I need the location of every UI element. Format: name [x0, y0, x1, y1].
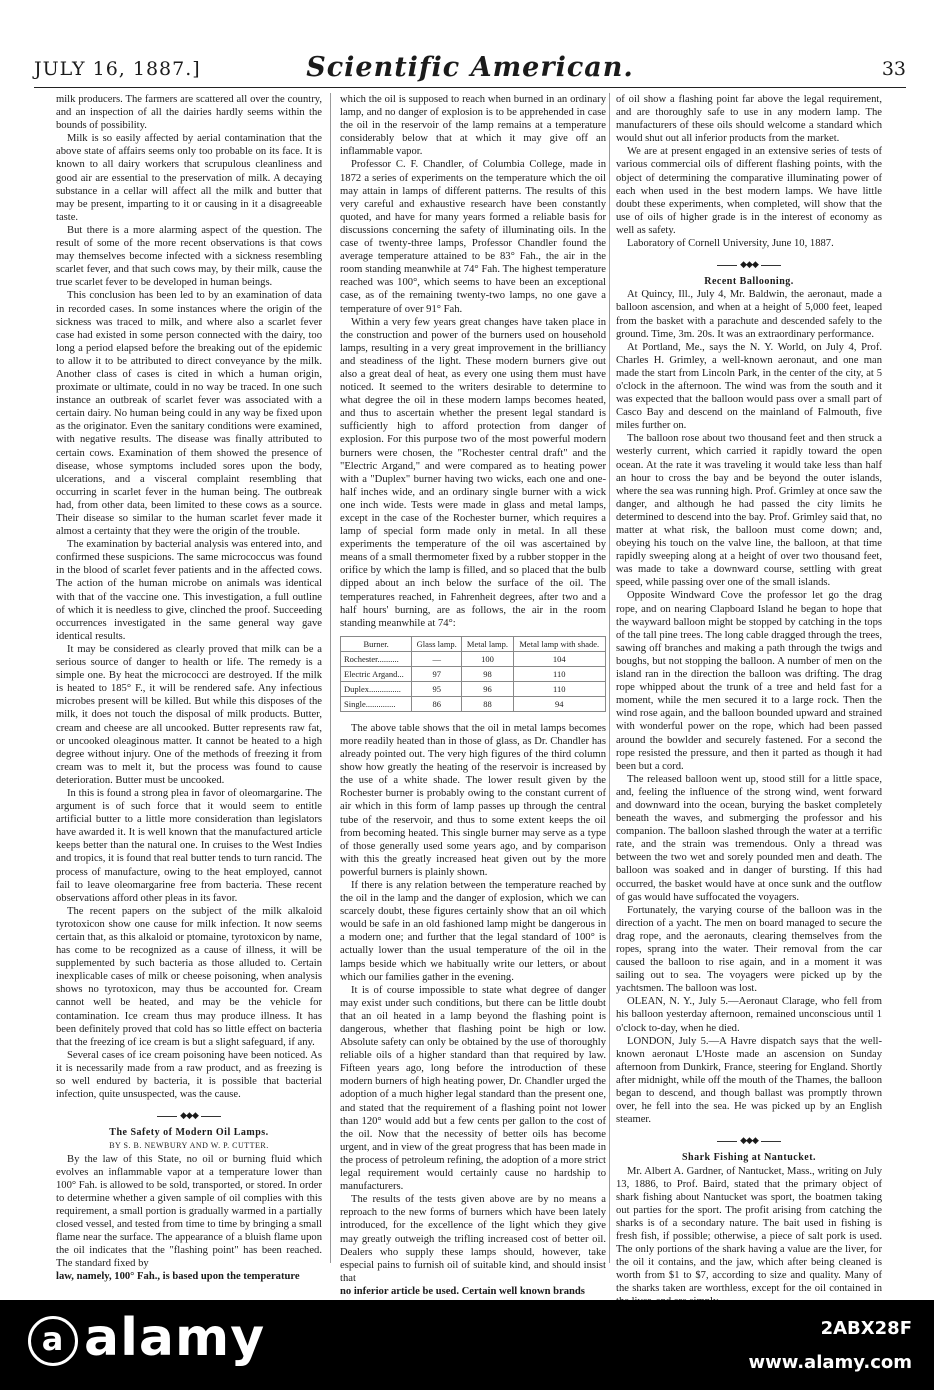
masthead-title: Scientific American.: [306, 52, 634, 83]
paragraph: At Portland, Me., says the N. Y. World, on July 4, Prof. Charles H. Grimley, a well-known aeronaut, and one man made the start from Lincoln Park, in the center of the city, at 5 o'clock in the afternoon. The wind was from the south and it was expected that the balloon would pass over a small part of Casco Bay and descend on the mainland of Falmouth, five miles further on.: [616, 341, 882, 432]
logo-mark-icon: a: [28, 1316, 78, 1366]
paragraph: OLEAN, N. Y., July 5.—Aeronaut Clarage, who fell from his balloon yesterday afternoon, remained unconscious until 1 o'clock to-day, when he died.: [616, 996, 882, 1034]
paragraph: The balloon rose about two thousand feet and then struck a westerly current, which carried it rapidly toward the open ocean. At the rate it was traveling it would take less than half an hour to cross the bay and be beyond the outer islands, where the sea was running high. Prof. Grimley at once saw the danger, and although he had passed the city limits he determined to descend into the bay. Prof. Grimley said that, no matter at what risk, the balloon must come down; and, obeying his touch on the valve line, the balloon, at that time rapidly sweeping along at a height of over two thousand feet, was made to take a downward course, settling with great speed, while passing over one of the small islands.: [616, 433, 882, 589]
column-1: [56, 93, 322, 1283]
paragraph: The above table shows that the oil in metal lamps becomes more readily heated than in those of glass, as Dr. Chandler has already pointed out. The very high figures of the third column show how greatly the heating of the reservoir is increased by the use of a white shade. The lower result given by the Rochester burner is probably owing to the constant current of air which in this form of lamp passes up through the central tube of the reservoir, and thus to some extent keeps the oil from becoming heated. This single burner may serve as a type of those generally used some years ago, and by comparison with this the greatly increased heat given out by the more powerful burners is plainly shown.: [340, 722, 606, 878]
table-row: [341, 696, 606, 711]
paragraph: If there is any relation between the temperature reached by the oil in the lamp and the danger of explosion, which we can scarcely doubt, these figures certainly show that an oil which would be safe in an old fashioned lamp might be dangerous in a modern one; and further that the legal standard of 100° is actually lower than the usual temperature of the oil in the lamps beside which we habitually write our letters, or about which our families gather in the evening.: [340, 879, 606, 983]
section-divider-ornament: ◆◆◆: [616, 258, 882, 271]
paragraph: At Quincy, Ill., July 4, Mr. Baldwin, the aeronaut, made a balloon ascension, and when at a height of 5,000 feet, leaped from the basket with a parachute and descended safely to the ground. Time, 3m. 20s. It was an extraordinary performance.: [616, 289, 882, 340]
column-header: Metal lamp.: [462, 636, 513, 651]
header-rule: [34, 87, 906, 88]
paragraph: By the law of this State, no oil or burning fluid which evolves an inflammable vapor at a temperature lower than 100° Fah. is allowed to be sold, transported, or stored. In order to determine whether a given sample of oil complies with this requirement, a small portion is gradually warmed in a partially closed vessel, and tested from time to time by bringing a small flame near the surface. The appearance of a bluish flame upon the oil indicates that the "flashing point" has been reached. The standard fixed by: [56, 1153, 322, 1270]
table-cell: 94: [513, 696, 605, 711]
article-heading-ballooning: Recent Ballooning.: [704, 276, 794, 288]
alamy-logo: [28, 1308, 265, 1368]
temperature-table-wrapper: [340, 636, 606, 712]
table-cell: 100: [462, 651, 513, 666]
column-header: Glass lamp.: [412, 636, 462, 651]
article-heading-shark-fishing: Shark Fishing at Nantucket.: [681, 1152, 817, 1164]
section-divider-ornament: ◆◆◆: [56, 1109, 322, 1122]
paragraph: The results of the tests given above are by no means a reproach to the new forms of burners which have been lately introduced, for the excellence of the light which they give may greatly outweigh the trifling increased cost of better oil. Dealers who supply these lamps should, however, take especial pains to furnish oil of suitable kind, and should insist that: [340, 1194, 606, 1284]
paragraph: Within a very few years great changes have taken place in the construction and power of the burners used on household lamps, resulting in a very great improvement in the brilliancy and steadiness of the light. These modern burners give out also a great deal of heat, as every one using them must have noticed. It seemed to the writers desirable to determine to what degree the oil in these modern lamps becomes heated, and thus to ascertain whether the present legal standard is sufficiently high to afford protection from danger of explosion. For this purpose two of the most powerful modern burners were chosen, the "Rochester central draft" and the "Electric Argand," and were compared as to heating power with a "Duplex" burner having two wicks, each one and one-half inches wide, and an ordinary single burner with a wick one inch wide. Tests were made in glass and metal lamps, except in the case of the Rochester burner, which requires a lamp of special form made only in metal. In all these experiments the temperature of the oil was ascertained by means of a small thermometer fixed by a rubber stopper in the orifice by which the lamp is filled, and so placed that the bulb dipped about an inch below the surface of the oil. The temperatures reached, in Fahrenheit degrees, after two and a half hours' burning, are as follows, the air in the room standing meanwhile at 74°:: [340, 316, 606, 629]
paragraph: The released balloon went up, stood still for a little space, and, feeling the influence of the strong wind, went forward and downward into the ocean, burying the basket completely beneath the waves, and submerging the professor and his companion. The balloon slashed through the water at a terrific rate, and the strain was tremendous. Only a thread was between the two wet and sorely pounded men and death. The balloon was soaked and in danger of bursting. If this had occurred, the basket would have at once sunk and the outflow of gas would have suffocated the voyagers.: [616, 773, 882, 903]
table-cell: 104: [513, 651, 605, 666]
table-cell: 98: [462, 666, 513, 681]
paragraph: This conclusion has been led to by an examination of data in recorded cases. In some instances where the origin of the sickness was traced to milk, and where also a scarlet fever case had existed in some person connected with the dairy, too long a period elapsed before the breaking out of the epidemic to allow it to be attributed to direct conveyance by the milk. Another class of cases is cited in which a human origin, proximate or ultimate, could in no way be traced. In one such instance an outbreak of scarlet fever was associated with a certain dairy. No human being could in any way be fixed upon as the originator. Even the sanitary conditions were examined, with negative results. The disease was finally attributed to certain cows. Examination of them showed the presence of disease, whose symptoms included sores upon the body, ulcerations, and a visceral complaint resembling that occurring in scarlet fever in the human being. The outbreak had, from other data, been limited to these cows as a source. Their disease so similar to the human scarlet fever made it almost a certainty that they were the origin of the trouble.: [56, 290, 322, 538]
paragraph: which the oil is supposed to reach when burned in an ordinary lamp, and no danger of explosion is to be apprehended in case the oil in the reservoir of the lamp remains at a temperature considerably below that at which it may give off an inflammable vapor.: [340, 94, 606, 158]
column-3: [616, 93, 882, 1295]
paragraph: Laboratory of Cornell University, June 10, 1887.: [627, 238, 834, 250]
paragraph: The examination by bacterial analysis was entered into, and confirmed these suspicions. The same micrococcus was found in the blood of scarlet fever patients and in the affected cows. The action of the human microbe on animals was identical with that of the vaccine one. This investigation, a full outline of which it is needless to give, clinched the proof. Succeeding occurrences investigated in the same general way gave identical results.: [56, 539, 322, 642]
table-row: [341, 666, 606, 681]
paragraph: Fortunately, the varying course of the balloon was in the direction of a yacht. The men on board managed to secure the drag rope, and the aeronauts, clearing themselves from the ropes, sprang into the water. Their removal from the car caused the balloon to rise again, and in a moment it was sailing out to sea. The voyagers were picked up by the yachtsmen. The balloon was lost.: [616, 904, 882, 995]
table-cell: —: [412, 651, 462, 666]
section-divider-ornament: ◆◆◆: [616, 1134, 882, 1147]
table-header-row: [341, 636, 606, 651]
column-2: [340, 93, 606, 1297]
column-divider: [330, 93, 331, 1263]
column-divider: [609, 93, 610, 1263]
paragraph: LONDON, July 5.—A Havre dispatch says that the well-known aeronaut L'Hoste made an ascension on Sunday afternoon from Dunkirk, France, steering for England. Shortly after midnight, while off the mouth of the Thames, the balloon began to descend, and though ballast was promptly thrown over, he fell into the sea. He was picked up by an English steamer.: [616, 1035, 882, 1126]
paragraph: The recent papers on the subject of the milk alkaloid tyrotoxicon show one cause for milk infection. It now seems certain that, as this alkaloid or ptomaine, tyrotoxicon by name, has come to be recognized as a cause of illness, it will be supplemented by such bacteria as those alluded to. Certain inexplicable cases of milk or cheese poisoning, when analysis shows no tyrotoxicon, may thus be accounted for. Cream cannot well be heated, and may be the vehicle for contamination. Ice cream thus may produce illness. It has been definitely proved that cold has so little effect on bacteria that the freezing of ice cream is but a slight safeguard, if any.: [56, 905, 322, 1048]
paragraph: It may be considered as clearly proved that milk can be a serious source of danger to health or life. The remedy is a simple one. By heat the micrococci are destroyed. If the milk is heated to 185° F., it will be rendered safe. Any infectious microbes present will be killed. But while this disposes of the milk, it does not touch the disposal of milk products. Butter, cream and cheese are all uncooked. Butter represents raw fat, or uncooked oleaginous matter. It cannot be heated to a high degree without injury. One of the methods of freezing it from cream was to melt it, but the process was found to cause deterioration. Butter must be uncooked.: [56, 643, 322, 786]
column-header: Metal lamp with shade.: [513, 636, 605, 651]
table-cell: 110: [513, 681, 605, 696]
logo-wordmark: alamy: [84, 1308, 266, 1368]
paragraph: In this is found a strong plea in favor of oleomargarine. The argument is of such force that it would seem to entitle artificial butter to a little more consideration than legislators have awarded it. It is well known that the manufactured article keeps better than the natural one. In cruises to the West Indies and tropics, it is found that real butter tends to turn rancid. The process of manufacture, owing to the heat employed, cannot fail to leave oleomargarine free from bacteria. These recent observations afford other pleas in its favor.: [56, 787, 322, 904]
table-cell: 86: [412, 696, 462, 711]
paragraph: Mr. Albert A. Gardner, of Nantucket, Mass., writing on July 13, 1886, to Prof. Baird, stated that the primary object of shark fishing about Nantucket was sport, the boatmen taking out parties for the sport. The profit arising from catching the sharks is of a secondary nature. The bait used in fishing is fresh fish, if possible; otherwise, a piece of salt pork is used. The only portions of the shark having a value are the liver, for the oil it contains, and the jaw, which after being cleaned is worth from $1 to $7, according to size and quality. Many of the sharks taken are worthless, except for the oil contained in: [616, 1165, 882, 1295]
paragraph: Several cases of ice cream poisoning have been noticed. As it is necessarily made from a raw product, and as freezing is so well endured by bacteria, it is possible that bacterial infection, quite unsuspected, was the cause.: [56, 1049, 322, 1101]
paragraph: We are at present engaged in an extensive series of tests of various commercial oils of different flashing points, with the object of determining the comparative illuminating power of each when used in the best modern lamps. We have little doubt these experiments, when completed, will show that the use of oils of higher grade is in the interest of economy as well as safety.: [616, 146, 882, 236]
paragraph: milk producers. The farmers are scattered all over the country, and an inspection of all the dairies hardly seems within the bounds of possibility.: [56, 94, 322, 132]
table-cell: Duplex...............: [341, 681, 412, 696]
table-cell: 95: [412, 681, 462, 696]
column-header: Burner.: [341, 636, 412, 651]
temperature-table: [340, 636, 606, 712]
table-cell: 88: [462, 696, 513, 711]
page-header: [34, 52, 906, 88]
page-number: 33: [881, 58, 906, 80]
paragraph: It is of course impossible to state what degree of danger may exist under such conditions, but there can be little doubt that an oil heated in a lamp beyond the flashing point is dangerous, whether that flashing point be high or low. Absolute safety can only be obtained by the use of thoroughly reliable oils of a higher standard than that required by law. Fifteen years ago, long before the introduction of these modern burners of high heating power, Dr. Chandler urged the adoption of a much higher legal standard than the present one, and stated that the requirement of a flashing point not lower than 120° would add but a few cents per gallon to the cost of the oil. Now that the necessity of better oils has become urgent, and in view of the great progress that has been made in the process of petroleum refining, the adoption of a more strict legal requirement would certainly cause no hardship to manufacturers.: [340, 984, 606, 1193]
table-cell: Rochester..........: [341, 651, 412, 666]
table-row: [341, 681, 606, 696]
paragraph: of oil show a flashing point far above the legal requirement, and are thoroughly safe to use in any modern lamp. The manufacturers of these oils should welcome a standard which would shut out all inferior products from the market.: [616, 94, 882, 145]
table-cell: Electric Argand...: [341, 666, 412, 681]
table-cell: 96: [462, 681, 513, 696]
issue-date: JULY 16, 1887.]: [34, 58, 201, 80]
table-cell: 110: [513, 666, 605, 681]
paragraph: Milk is so easily affected by aerial contamination that the above state of affairs seems only too probable on its face. It is known to all dairy workers that scrupulous cleanliness and good air are essential to the preservation of milk. A decaying substance in a cellar will affect all the milk and butter that may be present, imparting to it or causing in it a disagreeable taste.: [56, 133, 322, 223]
paragraph: But there is a more alarming aspect of the question. The result of some of the more recent observations is that cows may themselves become infected with a sickness resembling scarlet fever, and that such cows may, by their milk, cause the true scarlet fever to be developed in human beings.: [56, 224, 322, 289]
article-heading-oil-lamps: The Safety of Modern Oil Lamps.: [109, 1127, 269, 1139]
paragraph: Opposite Windward Cove the professor let go the drag rope, and on nearing Clapboard Island he began to hope that the wayward balloon might be stopped by catching in the tops of the tall pine trees. The long cable dragged through the trees, sawing off branches and making a path through the twigs and boughs, but not stopping the balloon. A number of men on the island ran in the direction the balloon was drifting. The drag rope whipped about the trunk of a tree and held fast for a moment, while the men secured it to a large rock. Then the wind rose again, and the balloon bounded upward and strained with wonderful power on the rope, which had been passed around the bowlder and securely fastened. For a second the rope resisted the pressure, and then it parted as though it had been but a cord.: [616, 590, 882, 772]
paragraph-continued: no inferior article be used. Certain well known brands: [340, 1285, 585, 1297]
table-cell: 97: [412, 666, 462, 681]
stock-watermark-banner: [0, 1300, 934, 1390]
table-row: [341, 651, 606, 666]
site-url: www.alamy.com: [748, 1352, 912, 1373]
table-cell: Single..............: [341, 696, 412, 711]
image-id: 2ABX28F: [820, 1318, 912, 1339]
paragraph-continued: law, namely, 100° Fah., is based upon the temperature: [56, 1271, 300, 1283]
paragraph: Professor C. F. Chandler, of Columbia College, made in 1872 a series of experiments on the temperature which the oil may attain in lamps of different patterns. The results of this very careful and exhaustive research have been constantly quoted, and have for many years formed a reliable basis for discussions concerning the safety of illuminating oils. In the case of twenty-three lamps, Professor Chandler found the average temperature attained to be 83° Fah., the air in the room standing meanwhile at 74° Fah. The highest temperature reached was 100°, which seems to have been an exceptional case, as of the remaining twenty-two lamps, no one gave a temperature of over 91° Fah.: [340, 159, 606, 315]
article-byline: BY S. B. NEWBURY AND W. P. CUTTER.: [109, 1141, 269, 1151]
